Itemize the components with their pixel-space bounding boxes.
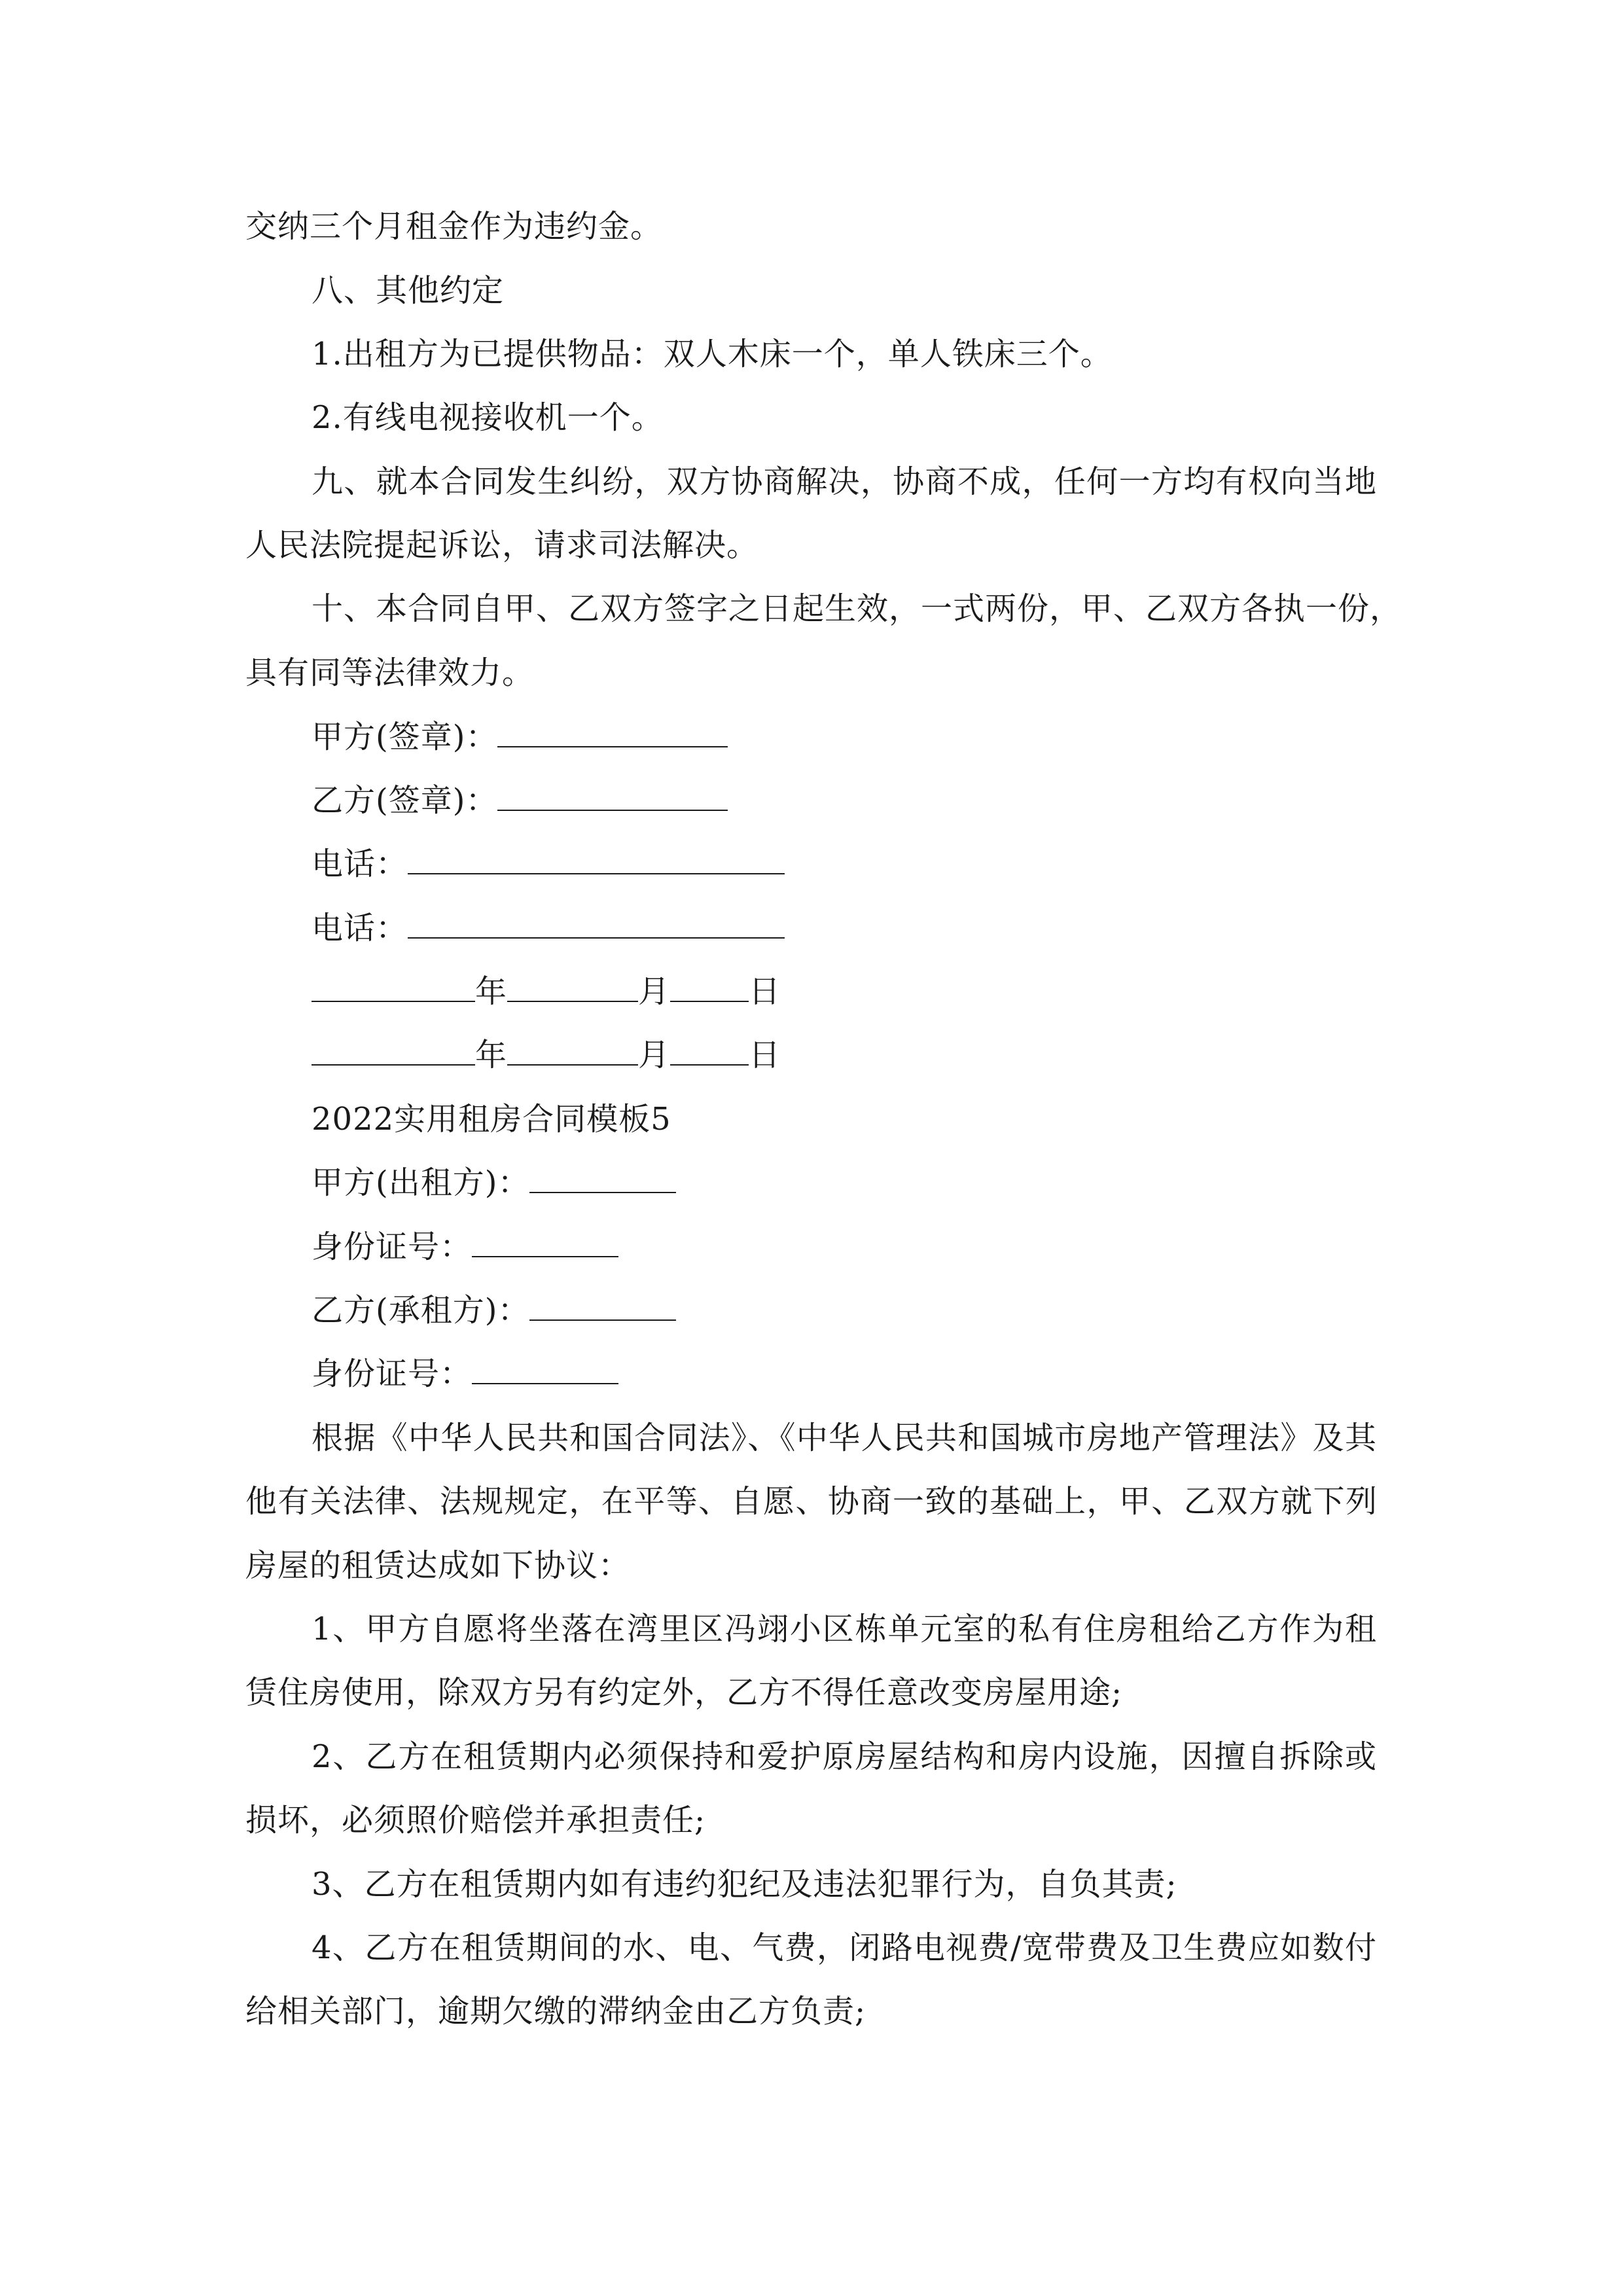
phone-row-2: [312, 908, 785, 948]
lessee-id-blank[interactable]: [472, 1354, 618, 1384]
text-line: 赁住房使用，除双方另有约定外，乙方不得任意改变房屋用途;: [245, 1674, 1123, 1711]
template-title: 2022实用租房合同模板5: [312, 1101, 671, 1138]
phone-blank[interactable]: [408, 908, 785, 939]
text-line: 九、就本合同发生纠纷，双方协商解决，协商不成，任何一方均有权向当地: [312, 463, 1377, 500]
year-label: 年: [475, 1037, 508, 1073]
text-line: 房屋的租赁达成如下协议：: [245, 1547, 631, 1584]
phone-row-1: [312, 844, 785, 884]
text-line: 具有同等法律效力。: [245, 655, 535, 691]
lessee-blank[interactable]: [529, 1291, 676, 1321]
lessor-row: [312, 1163, 676, 1202]
month-label: 月: [638, 973, 671, 1010]
lessor-label: 甲方(出租方)：: [312, 1164, 530, 1201]
lessee-label: 乙方(承租方)：: [312, 1292, 530, 1329]
month-blank[interactable]: [507, 1035, 638, 1066]
text-line: 2.有线电视接收机一个。: [312, 399, 664, 436]
text-line: 交纳三个月租金作为违约金。: [245, 208, 663, 245]
lessee-id-row: [312, 1354, 618, 1393]
month-label: 月: [638, 1037, 671, 1073]
text-line: 损坏，必须照价赔偿并承担责任;: [245, 1802, 706, 1839]
party-b-signature-label: 乙方(签章)：: [312, 782, 498, 819]
text-line: 2、乙方在租赁期内必须保持和爱护原房屋结构和房内设施，因擅自拆除或: [312, 1738, 1377, 1775]
text-line: 根据《中华人民共和国合同法》、《中华人民共和国城市房地产管理法》及其: [312, 1420, 1377, 1456]
text-line: 他有关法律、法规规定，在平等、自愿、协商一致的基础上，甲、乙双方就下列: [245, 1483, 1378, 1520]
lessor-id-row: [312, 1227, 618, 1266]
day-label: 日: [749, 973, 781, 1010]
section-heading-eight: 八、其他约定: [312, 272, 505, 309]
text-line: 十、本合同自甲、乙双方签字之日起生效，一式两份，甲、乙双方各执一份，: [312, 590, 1402, 627]
phone-blank[interactable]: [408, 844, 785, 874]
lessor-id-label: 身份证号：: [312, 1229, 473, 1265]
year-blank[interactable]: [312, 972, 475, 1002]
day-blank[interactable]: [670, 1035, 749, 1066]
date-row-1: [312, 972, 781, 1011]
party-a-signature-blank[interactable]: [497, 717, 728, 747]
party-a-signature-row: [312, 717, 728, 757]
text-line: 1.出租方为已提供物品：双人木床一个，单人铁床三个。: [312, 336, 1113, 372]
text-line: 4、乙方在租赁期间的水、电、气费，闭路电视费/宽带费及卫生费应如数付: [312, 1929, 1377, 1966]
day-label: 日: [749, 1037, 781, 1073]
party-b-signature-blank[interactable]: [497, 781, 728, 811]
day-blank[interactable]: [670, 972, 749, 1002]
phone-label: 电话：: [312, 910, 408, 946]
text-line: 1、甲方自愿将坐落在湾里区冯翊小区栋单元室的私有住房租给乙方作为租: [312, 1611, 1377, 1647]
lessee-row: [312, 1291, 676, 1330]
text-line: 给相关部门，逾期欠缴的滞纳金由乙方负责;: [245, 1993, 866, 2030]
phone-label: 电话：: [312, 846, 408, 882]
party-a-signature-label: 甲方(签章)：: [312, 719, 498, 755]
lessor-blank[interactable]: [529, 1163, 676, 1193]
lessor-id-blank[interactable]: [472, 1227, 618, 1257]
party-b-signature-row: [312, 781, 728, 820]
text-line: 人民法院提起诉讼，请求司法解决。: [245, 527, 759, 564]
month-blank[interactable]: [507, 972, 638, 1002]
year-label: 年: [475, 973, 508, 1010]
year-blank[interactable]: [312, 1035, 475, 1066]
date-row-2: [312, 1035, 781, 1075]
text-line: 3、乙方在租赁期内如有违约犯纪及违法犯罪行为，自负其责;: [312, 1866, 1177, 1903]
lessee-id-label: 身份证号：: [312, 1355, 473, 1392]
